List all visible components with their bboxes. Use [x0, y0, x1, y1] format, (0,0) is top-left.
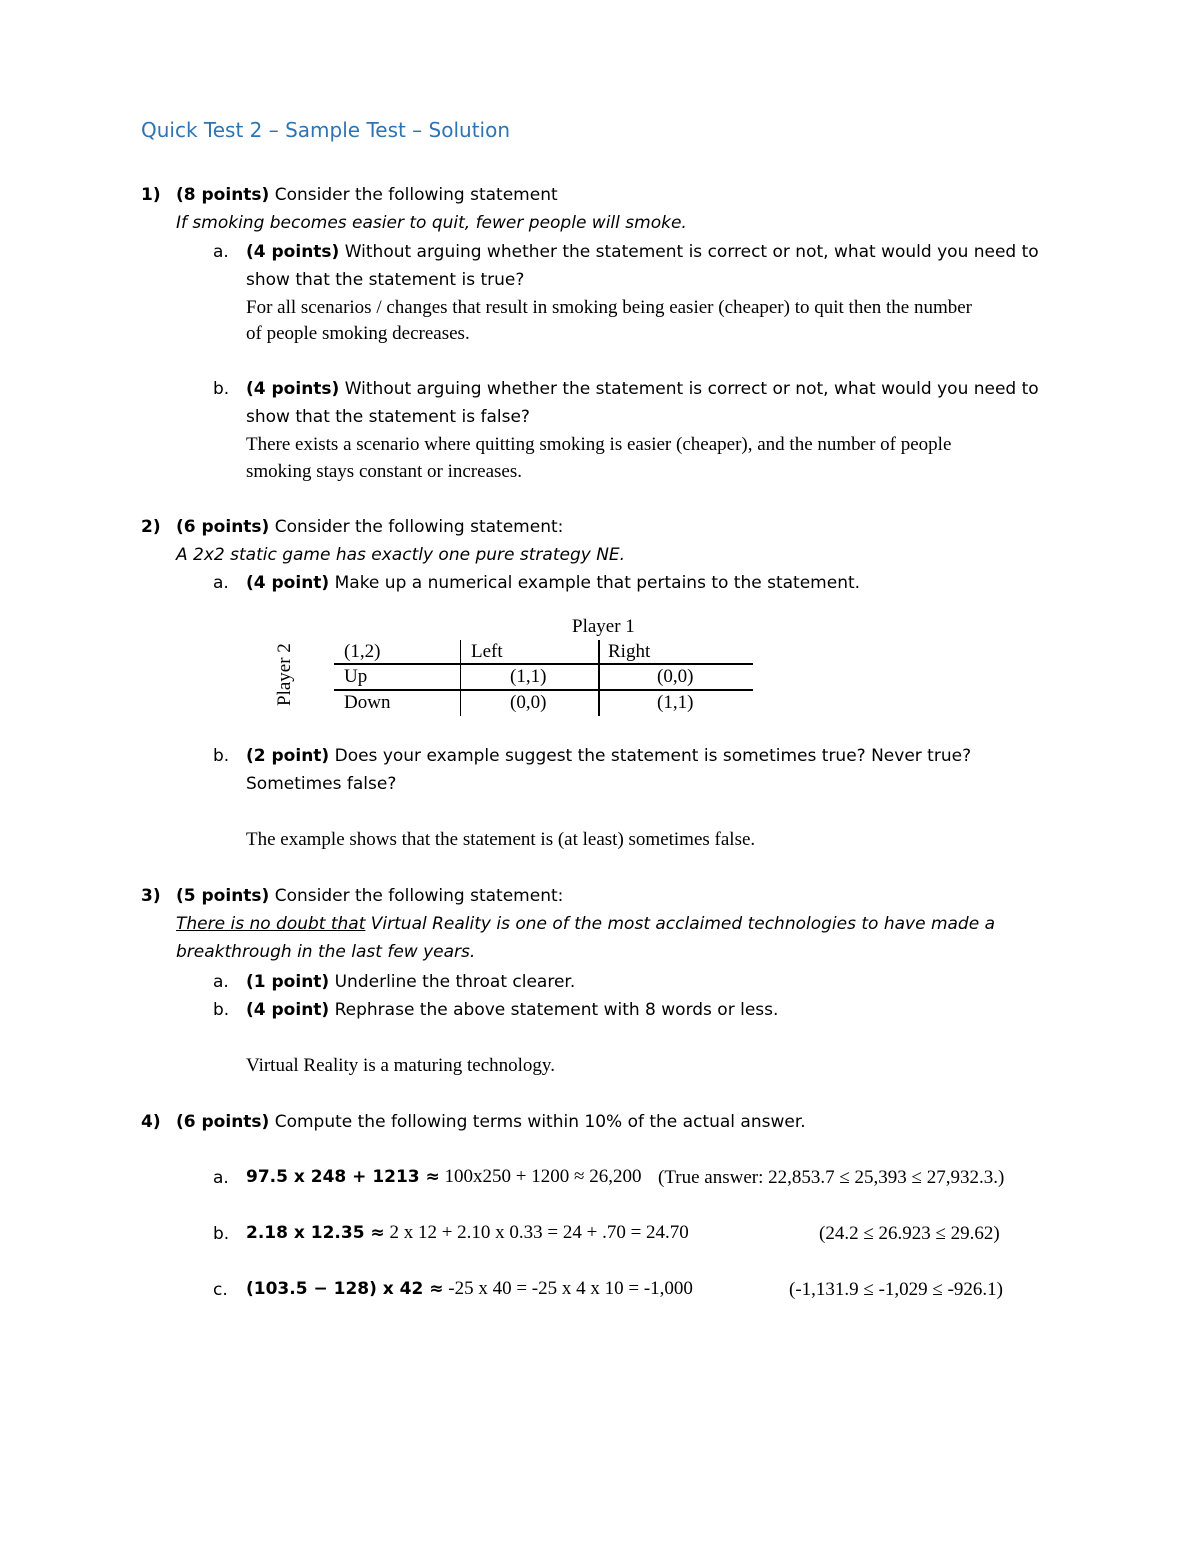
q3-number: 3): [141, 886, 161, 906]
q4-points: (6 points): [176, 1112, 270, 1132]
q1a-prompt: [246, 242, 1039, 262]
q1b-label: b.: [213, 379, 230, 399]
q2b-prompt: [246, 746, 971, 766]
table-rule-middle: [334, 689, 753, 691]
q1b-text2: show that the statement is false?: [246, 407, 530, 427]
q1-statement: If smoking becomes easier to quit, fewer people will smoke.: [176, 213, 687, 233]
q3-throat-clearer: There is no doubt that: [176, 914, 366, 934]
q3a-prompt: [246, 972, 575, 992]
q1b-answer-line1: There exists a scenario where quitting smoking is easier (cheaper), and the number of people: [246, 434, 952, 455]
table-rule-vert-2: [598, 640, 600, 716]
q1-number: 1): [141, 185, 161, 205]
q4-prompt: [176, 1112, 806, 1132]
player2-label: Player 2: [274, 643, 295, 706]
q4a-approximation: 100x250 + 1200 ≈ 26,200: [439, 1166, 642, 1187]
q4c-approximation: -25 x 40 = -25 x 4 x 10 = -1,000: [443, 1278, 693, 1299]
q3-statement-line1: [176, 914, 995, 934]
q4c-true-answer: (-1,131.9 ≤ -1,029 ≤ -926.1): [789, 1279, 1003, 1300]
q3-intro: Consider the following statement:: [269, 886, 564, 906]
q2a-points: (4 point): [246, 573, 330, 593]
q2-statement: A 2x2 static game has exactly one pure strategy NE.: [176, 545, 626, 565]
table-cell-down-right: (1,1): [657, 692, 694, 713]
player1-label: Player 1: [572, 616, 635, 637]
table-row-up: Up: [344, 666, 368, 687]
q1b-answer-line2: smoking stays constant or increases.: [246, 461, 522, 482]
q4a-line: [246, 1166, 641, 1188]
q3b-text: Rephrase the above statement with 8 words or less.: [329, 1000, 779, 1020]
q2-prompt: [176, 517, 563, 537]
q3-statement-rest1: Virtual Reality is one of the most acclaimed technologies to have made a: [365, 914, 995, 934]
q3-answer: Virtual Reality is a maturing technology.: [246, 1055, 555, 1076]
q4a-label: a.: [213, 1168, 229, 1188]
q1a-answer-line1: For all scenarios / changes that result in smoking being easier (cheaper) to quit then the number: [246, 297, 973, 318]
q4b-true-answer: (24.2 ≤ 26.923 ≤ 29.62): [819, 1223, 1000, 1244]
q1a-label: a.: [213, 242, 229, 262]
q3a-label: a.: [213, 972, 229, 992]
q1-points: (8 points): [176, 185, 270, 205]
q4c-line: [246, 1278, 693, 1300]
table-cell-up-left: (1,1): [510, 666, 547, 687]
q2a-prompt: [246, 573, 860, 593]
q4c-expression: (103.5 − 128) x 42 ≈: [246, 1279, 444, 1299]
table-cell-up-right: (0,0): [657, 666, 694, 687]
q1b-prompt: [246, 379, 1039, 399]
q3-statement-line2: breakthrough in the last few years.: [176, 942, 476, 962]
q1a-points: (4 points): [246, 242, 340, 262]
q3-points: (5 points): [176, 886, 270, 906]
table-rule-top: [334, 663, 753, 665]
q1-intro: Consider the following statement: [269, 185, 558, 205]
q1b-points: (4 points): [246, 379, 340, 399]
q1-prompt: [176, 185, 558, 205]
q4b-line: [246, 1222, 689, 1244]
q2b-text1: Does your example suggest the statement is sometimes true? Never true?: [329, 746, 972, 766]
q3b-points: (4 point): [246, 1000, 330, 1020]
q3b-label: b.: [213, 1000, 230, 1020]
q2-points: (6 points): [176, 517, 270, 537]
q1b-text1: Without arguing whether the statement is correct or not, what would you need to: [339, 379, 1039, 399]
q1a-answer-line2: of people smoking decreases.: [246, 323, 470, 344]
q4-intro: Compute the following terms within 10% of the actual answer.: [269, 1112, 806, 1132]
q2a-label: a.: [213, 573, 229, 593]
q3-prompt: [176, 886, 563, 906]
table-cell-down-left: (0,0): [510, 692, 547, 713]
q2-intro: Consider the following statement:: [269, 517, 564, 537]
q2b-label: b.: [213, 746, 230, 766]
q3b-prompt: [246, 1000, 778, 1020]
q1a-text1: Without arguing whether the statement is correct or not, what would you need to: [339, 242, 1039, 262]
q4a-true-answer: (True answer: 22,853.7 ≤ 25,393 ≤ 27,932.3.): [658, 1167, 1005, 1188]
page-title: Quick Test 2 – Sample Test – Solution: [141, 118, 511, 142]
q3a-points: (1 point): [246, 972, 330, 992]
q2-number: 2): [141, 517, 161, 537]
q4b-expression: 2.18 x 12.35 ≈: [246, 1223, 385, 1243]
q4a-expression: 97.5 x 248 + 1213 ≈: [246, 1167, 440, 1187]
q3a-text: Underline the throat clearer.: [329, 972, 576, 992]
q2b-points: (2 point): [246, 746, 330, 766]
q4c-label: c.: [213, 1280, 228, 1300]
table-row-down: Down: [344, 692, 391, 713]
table-col-right: Right: [608, 641, 651, 662]
q2b-text2: Sometimes false?: [246, 774, 397, 794]
table-col-left: Left: [471, 641, 503, 662]
q4b-label: b.: [213, 1224, 230, 1244]
q4b-approximation: 2 x 12 + 2.10 x 0.33 = 24 + .70 = 24.70: [384, 1222, 689, 1243]
table-corner: (1,2): [344, 641, 381, 662]
q2a-text: Make up a numerical example that pertains to the statement.: [329, 573, 861, 593]
q2b-answer: The example shows that the statement is (at least) sometimes false.: [246, 829, 756, 850]
q1a-text2: show that the statement is true?: [246, 270, 525, 290]
q4-number: 4): [141, 1112, 161, 1132]
table-rule-vert-1: [460, 640, 461, 716]
